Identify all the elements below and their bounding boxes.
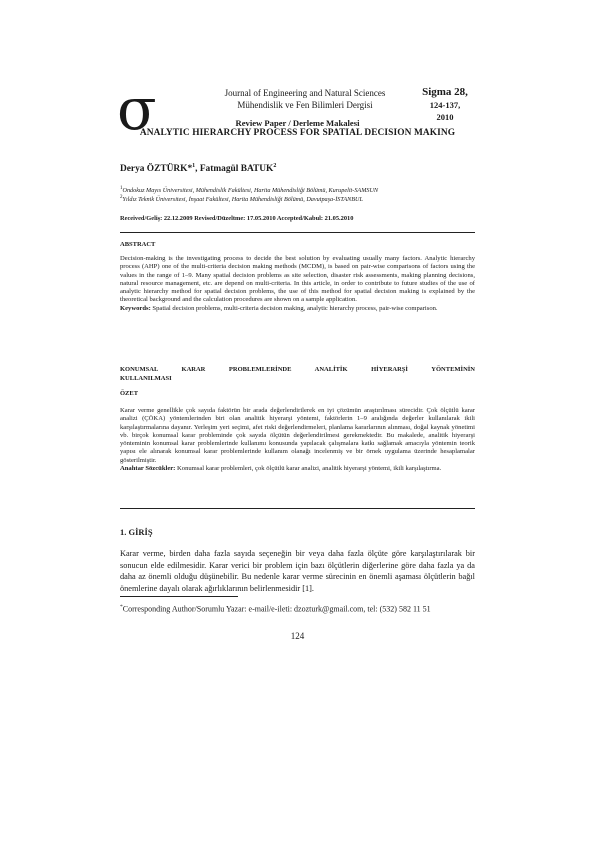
author-2-affiliation-mark: 2 <box>273 163 277 169</box>
affiliation-1-text: Ondokuz Mayıs Üniversitesi, Mühendislik Fakültesi, Harita Mühendisliği Bölümü, Kurupelit-SAMSUN <box>122 187 379 195</box>
author-1: Derya ÖZTÜRK* <box>120 164 193 175</box>
journal-name <box>205 87 405 111</box>
turkish-title <box>120 366 475 383</box>
footnote-mark: * <box>120 604 123 610</box>
journal-name-turkish: Mühendislik ve Fen Bilimleri Dergisi <box>237 100 373 110</box>
page-number: 124 <box>290 631 305 641</box>
affiliation-2 <box>120 194 480 204</box>
paper-title: ANALYTIC HIERARCHY PROCESS FOR SPATIAL DECISION MAKING <box>139 128 456 138</box>
ozet-body <box>120 407 475 473</box>
journal-logo: σ <box>117 75 157 143</box>
turkish-title-line-2: KULLANILMASI <box>120 374 172 382</box>
affiliation-2-text: Yıldız Teknik Üniversitesi, İnşaat Fakültesi, Harita Mühendisliği Bölümü, Davutpaşa-İSTANBUL <box>122 196 363 204</box>
author-2: Fatmagül BATUK <box>199 164 274 175</box>
keywords-label: Keywords: <box>120 304 151 312</box>
anahtar-text: Konumsal karar problemleri, çok ölçütlü karar analizi, analitik hiyerarşi yöntemi, ikili karşılaştırma. <box>175 465 442 473</box>
ozet-heading: ÖZET <box>120 390 139 397</box>
author-separator: , <box>195 164 200 175</box>
author-list <box>120 163 276 174</box>
footnote <box>120 602 480 615</box>
footnote-rule <box>120 596 238 597</box>
anahtar-label: Anahtar Sözcükler: <box>120 465 176 473</box>
review-type: Review Paper / Derleme Makalesi <box>235 118 360 128</box>
page-range: 124-137, <box>429 100 461 110</box>
affiliation-1-mark: 1 <box>120 186 123 191</box>
ozet-text: Karar verme genellikle çok sayıda faktörün bir arada değerlendirilerek en iyi çözümün araştırılması sürecidir. Çok ölçütlü karar analizi (ÇÖKA) yöntemlerinden biri olan analitik hiyerarşi yöntemi, faktörlerin 1–9 aralığında değerler kullanılarak ikili karşılaştırmalarına dayanır. Yerleşim yeri seçimi, afet riski değerlendirmeleri, planlama kararlarının alınması, doğal kaynak yönetimi vb. birçok konumsal karar probleminde çok sayıda ölçütün değerlendirilmesi gerekmektedir. Bu makalede, analitik hiyerarşi yönteminin konumsal karar problemlerinde kullanımı konusunda yapılacak çalışmalara katkı sağlamak amacıyla yöntemin teorik yapısı ele alınarak konumsal karar problemlerinde kullanım olanağı incelenmiş ve bir örnek uygulama üzerinde hesaplamalar gösterilmiştir. <box>120 407 475 464</box>
keywords-text: Spatial decision problems, multi-criteria decision making, analytic hierarchy process, pair-wise comparison. <box>150 304 438 312</box>
abstract-bottom-rule <box>120 508 475 509</box>
abstract-body <box>120 255 475 313</box>
section-1-heading: 1. GİRİŞ <box>120 527 153 537</box>
abstract-text: Decision-making is the investigating process to decide the best solution by evaluating usually many factors. Analytic hierarchy process (AHP) one of the multi-criteria decision making methods (MCDM), is based on pair-wise comparisons of factors using the values in the range of 1–9. Many spatial decision problems as site selection, disaster risk assessments, making planning decisions, natural resource management, etc. are depend on multi-criteria. In this article, in order to contribute to future studies of the use of analytic hierarchy method for spatial decision problems, the use of this method for spatial decision making is explained by the theoretical background and the calculation procedures are shown on a sample application. <box>120 255 475 304</box>
turkish-title-line-1: KONUMSAL KARAR PROBLEMLERİNDE ANALİTİK HİYERARŞİ YÖNTEMİNİN <box>120 366 475 373</box>
year: 2010 <box>436 112 454 122</box>
footnote-text: Corresponding Author/Sorumlu Yazar: e-mail/e-ileti: dzozturk@gmail.com, tel: (532) 582 11 51 <box>122 604 431 614</box>
abstract-top-rule <box>120 232 475 233</box>
journal-name-english: Journal of Engineering and Natural Sciences <box>224 88 386 98</box>
submission-dates: Received/Geliş: 22.12.2009 Revised/Düzeltme: 17.05.2010 Accepted/Kabul: 21.05.2010 <box>120 215 354 222</box>
section-1-body: Karar verme, birden daha fazla sayıda seçeneğin bir veya daha fazla ölçüte göre karşılaştırılarak bir sonucun elde edilmesidir. Karar verici bir problem için bazı ölçütlerin diğerlerine göre daha fazla ya da daha az önemli olduğu düşünebilir. Bu nedenle karar verme sürecinin en önemli aşaması ölçütlerin bağıl önemlerine dayalı olarak ağırlıklarının belirlenmesidir [1]. <box>120 549 475 593</box>
abstract-heading: ABSTRACT <box>120 241 156 248</box>
affiliation-2-mark: 2 <box>120 195 123 200</box>
author-1-affiliation-mark: 1 <box>192 163 196 169</box>
volume-label: Sigma 28, <box>422 86 468 98</box>
